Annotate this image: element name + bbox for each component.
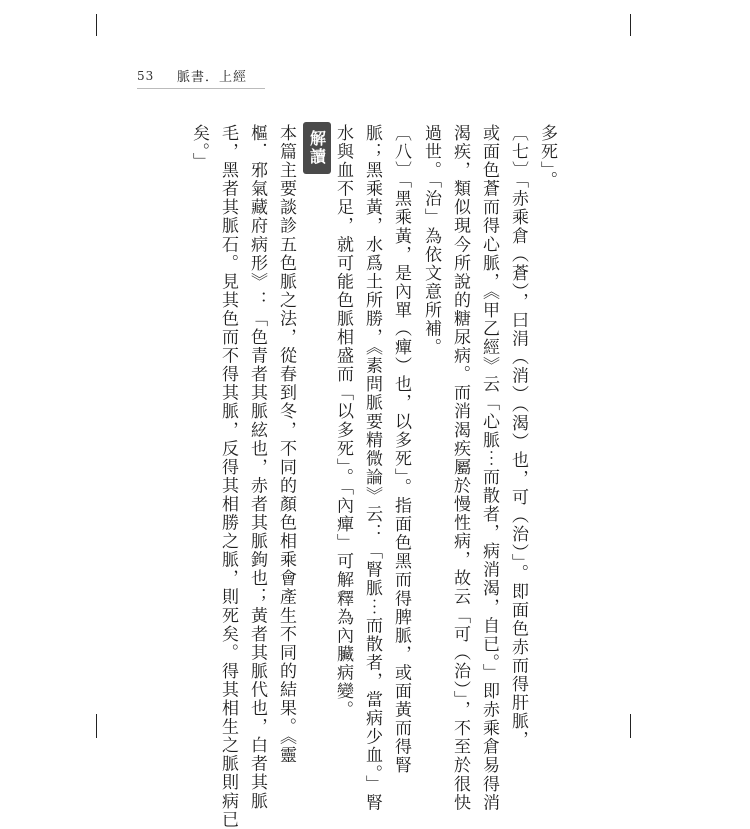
- crop-mark-bottom-right: [630, 714, 631, 738]
- text-column-6: 〔八〕「黑乘黃，是內單（癉）也，以多死」。指面色黑而得脾脈，或面黃而得腎: [391, 124, 411, 775]
- text-column-2: 〔七〕「赤乘倉（蒼），曰涓（消）（渴）也，可（治）」。即面色赤而得肝脈，: [508, 124, 528, 750]
- text-column-1: 多死」。: [537, 124, 557, 190]
- text-column-8: 水與血不足，就可能色脈相盛而「以多死」。「內癉」可解釋為內臟病變。: [333, 124, 353, 720]
- text-column-7: 脈；黑乘黃，水爲土所勝，《素問脈要精微論》云：「腎脈⋯而散者，當病少血。」腎: [362, 124, 382, 812]
- section-badge: [303, 122, 331, 174]
- text-column-5: 過世。「治」為依文意所補。: [421, 124, 441, 357]
- crop-mark-bottom-left: [96, 714, 97, 738]
- text-column-11: 毛，黑者其脈石。見其色而不得其脈，反得其相勝之脈，則死矣。得其相生之脈則病已: [218, 124, 238, 829]
- text-column-4: 渴疾，類似現今所說的糖尿病。而消渴疾屬於慢性病，故云「可（治）」，不至於很快: [450, 124, 470, 812]
- section-badge-label: 解讀: [307, 130, 327, 166]
- text-column-9: 本篇主要談診五色脈之法，從春到冬，不同的顏色相乘會產生不同的結果。《靈: [276, 124, 296, 765]
- header-divider: [137, 88, 265, 89]
- crop-mark-top-right: [630, 14, 631, 36]
- running-title: 脈書．上經: [177, 70, 248, 85]
- page-number: 53: [137, 69, 155, 83]
- text-column-3: 或面色蒼而得心脈，《甲乙經》云「心脈⋯而散者，病消渴，自已。」即赤乘倉易得消: [479, 124, 499, 812]
- text-column-12: 矣。」: [189, 124, 209, 172]
- crop-mark-top-left: [96, 14, 97, 36]
- text-column-10: 樞．邪氣藏府病形》：「色青者其脈絃也，赤者其脈鉤也；黃者其脈代也，白者其脈: [247, 124, 267, 811]
